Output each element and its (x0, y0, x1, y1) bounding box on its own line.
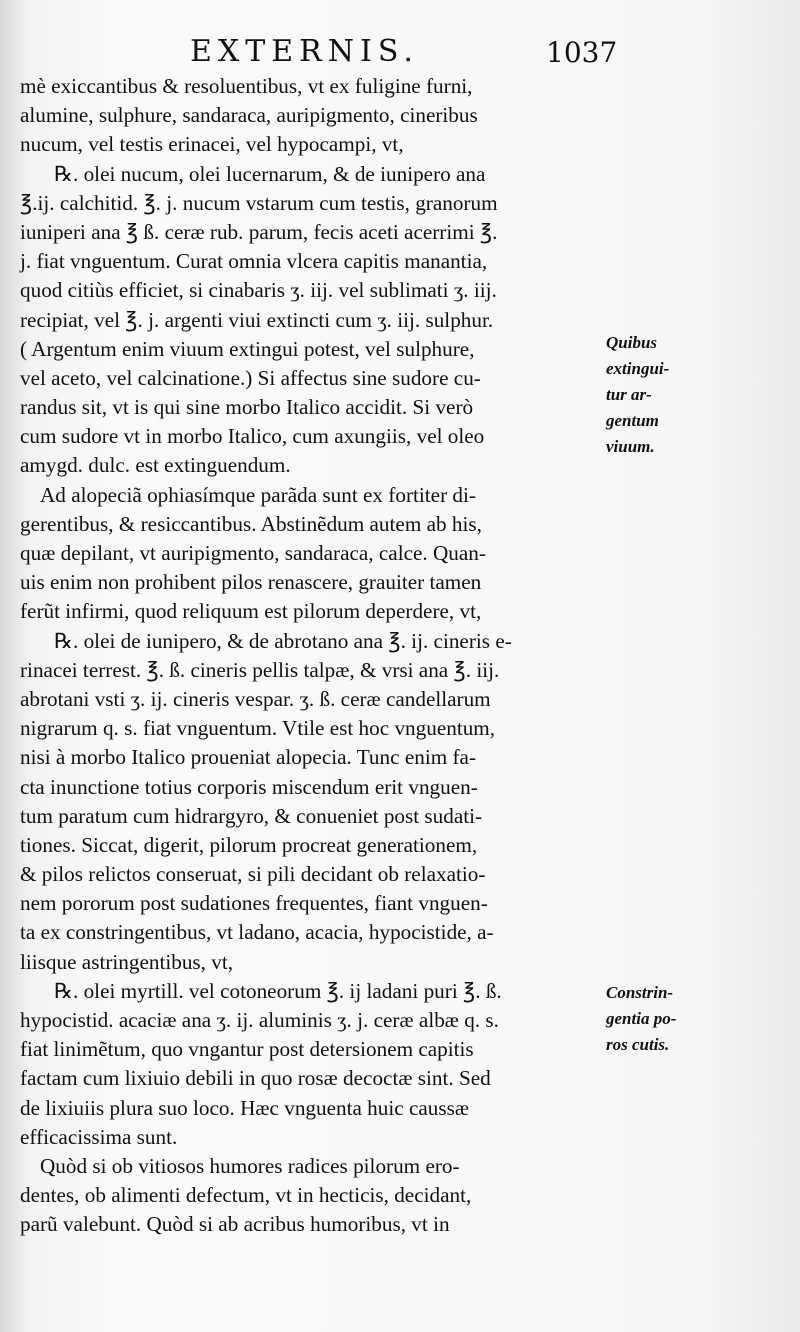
margin-note-line: Constrin- (606, 983, 674, 1002)
recipe-line: ℞. olei myrtill. vel cotoneorum ℥. ij ladani puri ℥. ß. (54, 978, 502, 1003)
text-line: nem pororum post sudationes frequentes, fiant vnguen- (20, 891, 488, 916)
text-line: ferũt infirmi, quod reliquum est pilorum deperdere, vt, (20, 599, 482, 624)
text-line: ( Argentum enim viuum extingui potest, vel sulphure, (20, 336, 475, 361)
text-line: recipiat, vel ℥. j. argenti viui extincti cum ʒ. iij. sulphur. (20, 307, 494, 332)
text-line: amygd. dulc. est extinguendum. (20, 453, 291, 478)
text-line: gerentibus, & resiccantibus. Abstinẽdum autem ab his, (20, 511, 482, 536)
text-line: liisque astringentibus, vt, (20, 949, 234, 974)
margin-note-line: Quibus (606, 333, 658, 352)
margin-note-line: gentia po- (606, 1009, 677, 1028)
text-line: vel aceto, vel calcinatione.) Si affectus sine sudore cu- (20, 365, 481, 390)
text-line: abrotani vsti ʒ. ij. cineris vespar. ʒ. ß. ceræ candellarum (20, 686, 491, 711)
text-line: j. fiat vnguentum. Curat omnia vlcera capitis manantia, (20, 249, 488, 274)
text-line: quæ depilant, vt auripigmento, sandaraca, calce. Quan- (20, 541, 486, 565)
text-line: uis enim non prohibent pilos renascere, grauiter tamen (20, 570, 482, 595)
text-line: iuniperi ana ℥ ß. ceræ rub. parum, fecis aceti acerrimi ℥. (20, 219, 498, 244)
page-number: 1037 (546, 36, 618, 69)
text-line: quod citiùs efficiet, si cinabaris ʒ. iij. vel sublimati ʒ. iij. (20, 278, 497, 303)
margin-note-argentum (606, 330, 791, 460)
page-header (0, 28, 800, 78)
text-line: randus sit, vt is qui sine morbo Italico accidit. Si verò (20, 395, 474, 420)
text-line: cta inunctione totius corporis miscendum erit vnguen- (20, 774, 478, 799)
recipe-line: ℞. olei de iunipero, & de abrotano ana ℥. ij. cineris e- (54, 628, 512, 653)
text-line: tum paratum cum hidrargyro, & conueniet post sudati- (20, 803, 483, 828)
text-line: & pilos relictos conseruat, si pili decidant ob relaxatio- (20, 862, 486, 887)
paragraph-start-line: Ad alopeciã ophiasímque parãda sunt ex fortiter di- (40, 482, 476, 507)
margin-note-constringentia (606, 980, 791, 1058)
recipe-line: ℞. olei nucum, olei lucernarum, & de iunipero ana (54, 161, 486, 186)
running-head: EXTERNIS. (190, 34, 419, 69)
text-line: rinacei terrest. ℥. ß. cineris pellis talpæ, & vrsi ana ℥. iij. (20, 657, 500, 682)
text-line: alumine, sulphure, sandaraca, auripigmento, cineribus (20, 103, 478, 128)
margin-note-line: gentum (606, 411, 659, 430)
text-line: ta ex constringentibus, vt ladano, acacia, hypocistide, a- (20, 920, 494, 945)
margin-note-line: viuum. (606, 437, 655, 456)
text-line: tiones. Siccat, digerit, pilorum procreat generationem, (20, 832, 478, 857)
text-line: nigrarum q. s. fiat vnguentum. Vtile est hoc vnguentum, (20, 716, 496, 741)
paragraph-start-line: Quòd si ob vitiosos humores radices pilorum ero- (40, 1153, 460, 1178)
text-line: dentes, ob alimenti defectum, vt in hecticis, decidant, (20, 1183, 472, 1208)
text-line: parũ valebunt. Quòd si ab acribus humoribus, vt in (20, 1212, 450, 1237)
text-line: hypocistid. acaciæ ana ʒ. ij. aluminis ʒ. j. ceræ albæ q. s. (20, 1008, 499, 1032)
text-line: nisi à morbo Italico proueniat alopecia. Tunc enim fa- (20, 745, 476, 770)
main-text-block (20, 72, 608, 1240)
text-line: nucum, vel testis erinacei, vel hypocampi, vt, (20, 132, 404, 157)
text-line: ℥.ij. calchitid. ℥. j. nucum vstarum cum testis, granorum (20, 190, 498, 215)
margin-note-line: tur ar- (606, 385, 652, 404)
text-line: efficacissima sunt. (20, 1124, 178, 1149)
text-line: factam cum lixiuio debili in quo rosæ decoctæ sint. Sed (20, 1066, 491, 1091)
text-line: fiat linimẽtum, quo vngantur post detersionem capitis (20, 1037, 474, 1062)
text-line: de lixiuiis plura suo loco. Hæc vnguenta huic caussæ (20, 1095, 469, 1120)
text-line: cum sudore vt in morbo Italico, cum axungiis, vel oleo (20, 424, 485, 449)
text-line: mè exiccantibus & resoluentibus, vt ex fuligine furni, (20, 74, 473, 98)
margin-note-line: extingui- (606, 359, 670, 378)
margin-note-line: ros cutis. (606, 1035, 670, 1054)
